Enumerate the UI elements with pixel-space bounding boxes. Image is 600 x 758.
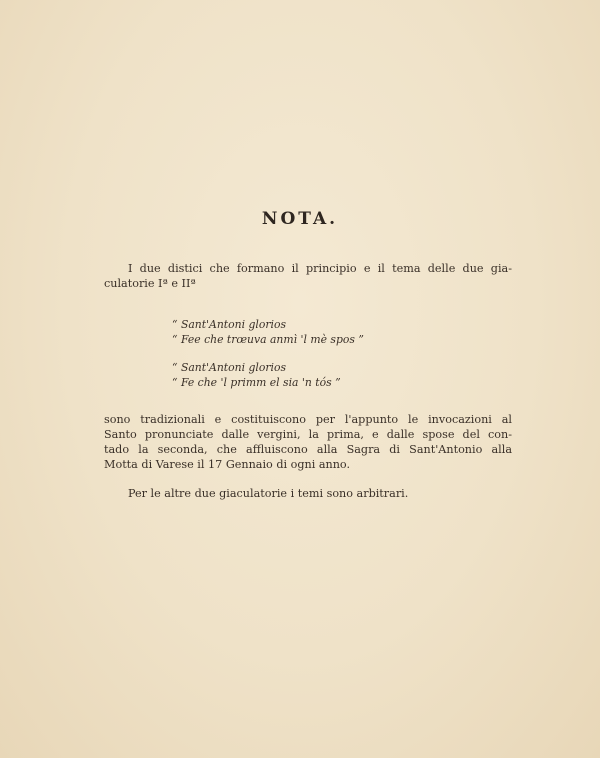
body-line-3: tado la seconda, che affluiscono alla Sagra di Sant'Antonio alla — [104, 443, 512, 456]
page-title: NOTA. — [261, 209, 339, 229]
closing-paragraph — [104, 486, 512, 501]
body-paragraph — [104, 412, 512, 472]
intro-line-1-text: I due distici che formano il principio e il tema delle due gia- — [128, 262, 512, 275]
verse-line-1: “ Sant'Antoni glorios — [172, 318, 286, 331]
body-line-1: sono tradizionali e costituiscono per l'appunto le invocazioni al — [104, 413, 512, 426]
body-line-4: Motta di Varese il 17 Gennaio di ogni anno. — [104, 458, 351, 471]
intro-paragraph — [104, 261, 512, 291]
verse-line-4: “ Fe che 'l primm el sia 'n tós ” — [172, 376, 341, 389]
intro-line-2: culatorie Iª e IIª — [104, 277, 196, 290]
verse-line-2: “ Fee che trœuva anmì 'l mè spos ” — [172, 333, 364, 346]
body-line-2: Santo pronunciate dalle vergini, la prima, e dalle spose del con- — [104, 428, 512, 441]
intro-line-1 — [104, 261, 512, 276]
verse-line-3: “ Sant'Antoni glorios — [172, 361, 286, 374]
closing-text: Per le altre due giaculatorie i temi sono arbitrari. — [128, 487, 409, 500]
